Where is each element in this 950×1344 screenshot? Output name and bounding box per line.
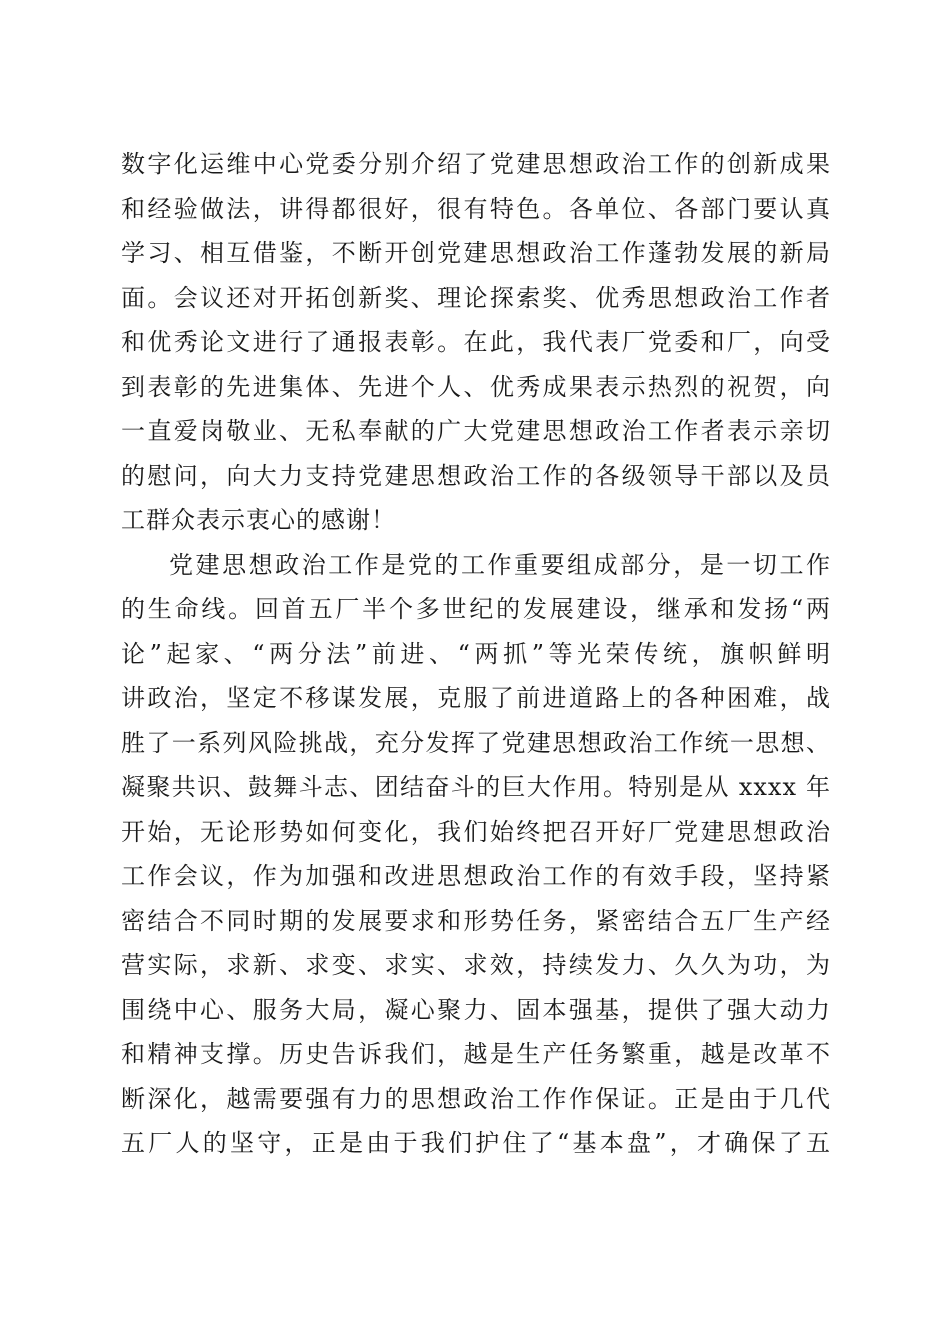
text-line: 面。会议还对开拓创新奖、理论探索奖、优秀思想政治工作者 (121, 283, 831, 312)
text-line: 的慰问，向大力支持党建思想政治工作的各级领导干部以及员 (121, 461, 831, 490)
text-line: 工作会议，作为加强和改进思想政治工作的有效手段，坚持紧 (121, 862, 831, 890)
text-line: 论”起家、“两分法”前进、“两抓”等光荣传统，旗帜鲜明 (121, 639, 831, 668)
text-line: 营实际，求新、求变、求实、求效，持续发力、久久为功，为 (121, 951, 831, 979)
text-line: 围绕中心、服务大局，凝心聚力、固本强基，提供了强大动力 (121, 995, 831, 1024)
paragraph-2 (121, 543, 831, 1166)
text-line: 和优秀论文进行了通报表彰。在此，我代表厂党委和厂，向受 (121, 328, 831, 356)
text-line: 工群众表示衷心的感谢！ (121, 506, 396, 534)
text-line: 数字化运维中心党委分别介绍了党建思想政治工作的创新成果 (121, 150, 831, 178)
text-line: 和精神支撑。历史告诉我们，越是生产任务繁重，越是改革不 (121, 1040, 831, 1068)
text-line: 的生命线。回首五厂半个多世纪的发展建设，继承和发扬“两 (121, 595, 831, 623)
text-line: 到表彰的先进集体、先进个人、优秀成果表示热烈的祝贺，向 (121, 372, 831, 401)
body-text (121, 142, 831, 1166)
text-line: 开始，无论形势如何变化，我们始终把召开好厂党建思想政治 (121, 817, 831, 846)
text-line: 凝聚共识、鼓舞斗志、团结奋斗的巨大作用。特别是从 xxxx 年 (121, 773, 831, 801)
text-line: 密结合不同时期的发展要求和形势任务，紧密结合五厂生产经 (121, 906, 831, 935)
text-line: 一直爱岗敬业、无私奉献的广大党建思想政治工作者表示亲切 (121, 417, 831, 445)
text-line: 和经验做法，讲得都很好，很有特色。各单位、各部门要认真 (121, 194, 831, 223)
text-line: 学习、相互借鉴，不断开创党建思想政治工作蓬勃发展的新局 (121, 239, 831, 267)
paragraph-1 (121, 142, 831, 543)
text-line: 胜了一系列风险挑战，充分发挥了党建思想政治工作统一思想、 (121, 728, 831, 757)
text-line: 党建思想政治工作是党的工作重要组成部分，是一切工作 (169, 550, 831, 579)
text-line: 断深化，越需要强有力的思想政治工作作保证。正是由于几代 (121, 1084, 831, 1113)
text-line: 五厂人的坚守，正是由于我们护住了“基本盘”，才确保了五 (121, 1129, 831, 1157)
text-line: 讲政治，坚定不移谋发展，克服了前进道路上的各种困难，战 (121, 684, 831, 712)
